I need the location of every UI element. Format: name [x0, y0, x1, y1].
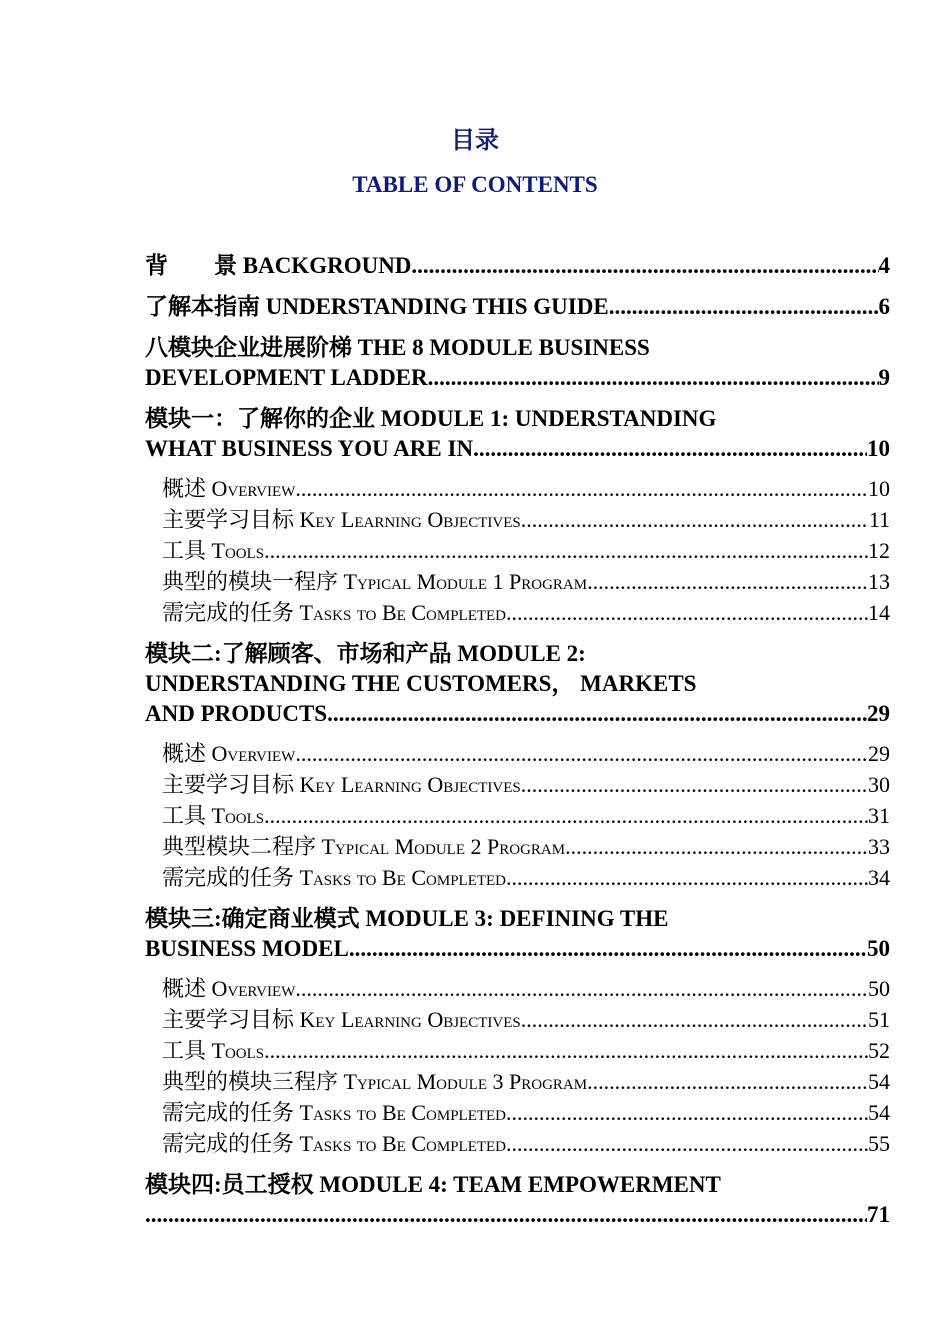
toc-entry-label-line: DEVELOPMENT LADDER [145, 365, 428, 390]
leader-dots [587, 566, 868, 597]
toc-subentry-label: 工具 Tools [162, 1038, 265, 1063]
toc-heading-cn: 目录 [451, 128, 499, 154]
leader-dots [506, 862, 868, 893]
toc-entry-label-line: 八模块企业进展阶梯 THE 8 MODULE BUSINESS [145, 335, 650, 360]
leader-dots [264, 535, 868, 566]
toc-subentry-label: 主要学习目标 Key Learning Objectives [162, 507, 521, 532]
leader-dots [506, 1097, 868, 1128]
toc-subentry-label: 需完成的任务 Tasks to Be Completed [162, 1131, 507, 1156]
toc-page-number: 52 [868, 1038, 890, 1063]
toc-subentry-label: 需完成的任务 Tasks to Be Completed [162, 865, 507, 890]
leader-dots [349, 934, 867, 964]
leader-dots [521, 769, 868, 800]
toc-subentry[interactable] [145, 566, 890, 597]
toc-page-number: 71 [867, 1202, 890, 1227]
leader-dots [473, 434, 867, 464]
toc-subentry[interactable] [145, 1035, 890, 1066]
toc-entry-module-3[interactable] [145, 904, 890, 964]
toc-entry-module-1[interactable] [145, 404, 890, 464]
toc-entry-guide[interactable] [145, 292, 890, 322]
toc-page-number: 51 [868, 1007, 890, 1032]
toc-page-number: 34 [868, 865, 890, 890]
toc-subentry[interactable] [145, 473, 890, 504]
leader-dots [428, 363, 879, 393]
toc-page-number: 33 [868, 834, 890, 859]
leader-dots [295, 473, 868, 504]
toc-page-number: 11 [868, 507, 890, 532]
toc-subentry-label: 典型模块二程序 Typical Module 2 Program [162, 834, 566, 859]
toc-subentry-label: 需完成的任务 Tasks to Be Completed [162, 1100, 507, 1125]
toc-subentry[interactable] [145, 1066, 890, 1097]
toc-page-number: 4 [878, 253, 890, 278]
leader-dots [145, 1200, 867, 1230]
leader-dots [295, 738, 868, 769]
leader-dots [521, 504, 869, 535]
toc-subentry-label: 主要学习目标 Key Learning Objectives [162, 772, 521, 797]
toc-page-number: 50 [868, 976, 890, 1001]
table-of-contents [145, 251, 890, 1230]
toc-subentry[interactable] [145, 1097, 890, 1128]
toc-entry-label: 背 景 BACKGROUND [145, 253, 412, 278]
toc-page-number: 6 [878, 294, 890, 319]
toc-subentry-label: 典型的模块三程序 Typical Module 3 Program [162, 1069, 588, 1094]
leader-dots [327, 699, 867, 729]
toc-entry-label-line: 模块二:了解顾客、市场和产品 MODULE 2: [145, 641, 586, 666]
toc-subentry-label: 需完成的任务 Tasks to Be Completed [162, 600, 507, 625]
toc-subentry[interactable] [145, 831, 890, 862]
toc-page-number: 54 [868, 1100, 890, 1125]
toc-entry-label-line: BUSINESS MODEL [145, 936, 349, 961]
toc-entry-label-line: 模块四:员工授权 MODULE 4: TEAM EMPOWERMENT [145, 1172, 721, 1197]
toc-entry-label-line: UNDERSTANDING THE CUSTOMERS， MARKETS [145, 671, 697, 696]
toc-page-number: 30 [868, 772, 890, 797]
toc-entry-background[interactable] [145, 251, 890, 281]
leader-dots [521, 1004, 868, 1035]
toc-page-number: 9 [878, 365, 890, 390]
toc-subentry-label: 概述 Overview [162, 976, 296, 1001]
toc-subentry[interactable] [145, 504, 890, 535]
leader-dots [264, 1035, 868, 1066]
toc-page-number: 29 [867, 701, 890, 726]
toc-page-number: 14 [868, 600, 890, 625]
leader-dots [264, 800, 868, 831]
toc-entry-label: 了解本指南 UNDERSTANDING THIS GUIDE [145, 294, 609, 319]
leader-dots [587, 1066, 868, 1097]
toc-subentry[interactable] [145, 738, 890, 769]
toc-page-number: 13 [868, 569, 890, 594]
toc-page-number: 10 [868, 476, 890, 501]
toc-subentry[interactable] [145, 535, 890, 566]
leader-dots [506, 597, 868, 628]
toc-subentry-label: 工具 Tools [162, 538, 265, 563]
toc-subentry[interactable] [145, 1128, 890, 1159]
toc-page-number: 10 [867, 436, 890, 461]
toc-entry-label-line: 模块一：了解你的企业 MODULE 1: UNDERSTANDING [145, 406, 717, 431]
toc-page-number: 50 [867, 936, 890, 961]
toc-subentry-label: 主要学习目标 Key Learning Objectives [162, 1007, 521, 1032]
toc-subentry[interactable] [145, 597, 890, 628]
toc-subentry[interactable] [145, 1004, 890, 1035]
toc-entry-label-line: AND PRODUCTS [145, 701, 328, 726]
toc-page-number: 12 [868, 538, 890, 563]
toc-page-number: 55 [868, 1131, 890, 1156]
toc-page-number: 31 [868, 803, 890, 828]
toc-entry-module-2[interactable] [145, 639, 890, 729]
toc-page-number: 54 [868, 1069, 890, 1094]
toc-subentry[interactable] [145, 973, 890, 1004]
toc-subentry-label: 概述 Overview [162, 741, 296, 766]
leader-dots [609, 292, 879, 322]
toc-heading-en: TABLE OF CONTENTS [352, 172, 598, 197]
toc-entry-label-line: 模块三:确定商业模式 MODULE 3: DEFINING THE [145, 906, 669, 931]
toc-subentry-label: 典型的模块一程序 Typical Module 1 Program [162, 569, 588, 594]
toc-entry-ladder[interactable] [145, 333, 890, 393]
toc-subentry-label: 工具 Tools [162, 803, 265, 828]
toc-subentry-label: 概述 Overview [162, 476, 296, 501]
leader-dots [506, 1128, 868, 1159]
leader-dots [295, 973, 868, 1004]
toc-page-number: 29 [868, 741, 890, 766]
toc-entry-module-4[interactable] [145, 1170, 890, 1230]
toc-subentry[interactable] [145, 862, 890, 893]
toc-subentry[interactable] [145, 769, 890, 800]
toc-subentry[interactable] [145, 800, 890, 831]
leader-dots [565, 831, 868, 862]
leader-dots [411, 251, 878, 281]
toc-entry-label-line: WHAT BUSINESS YOU ARE IN [145, 436, 474, 461]
